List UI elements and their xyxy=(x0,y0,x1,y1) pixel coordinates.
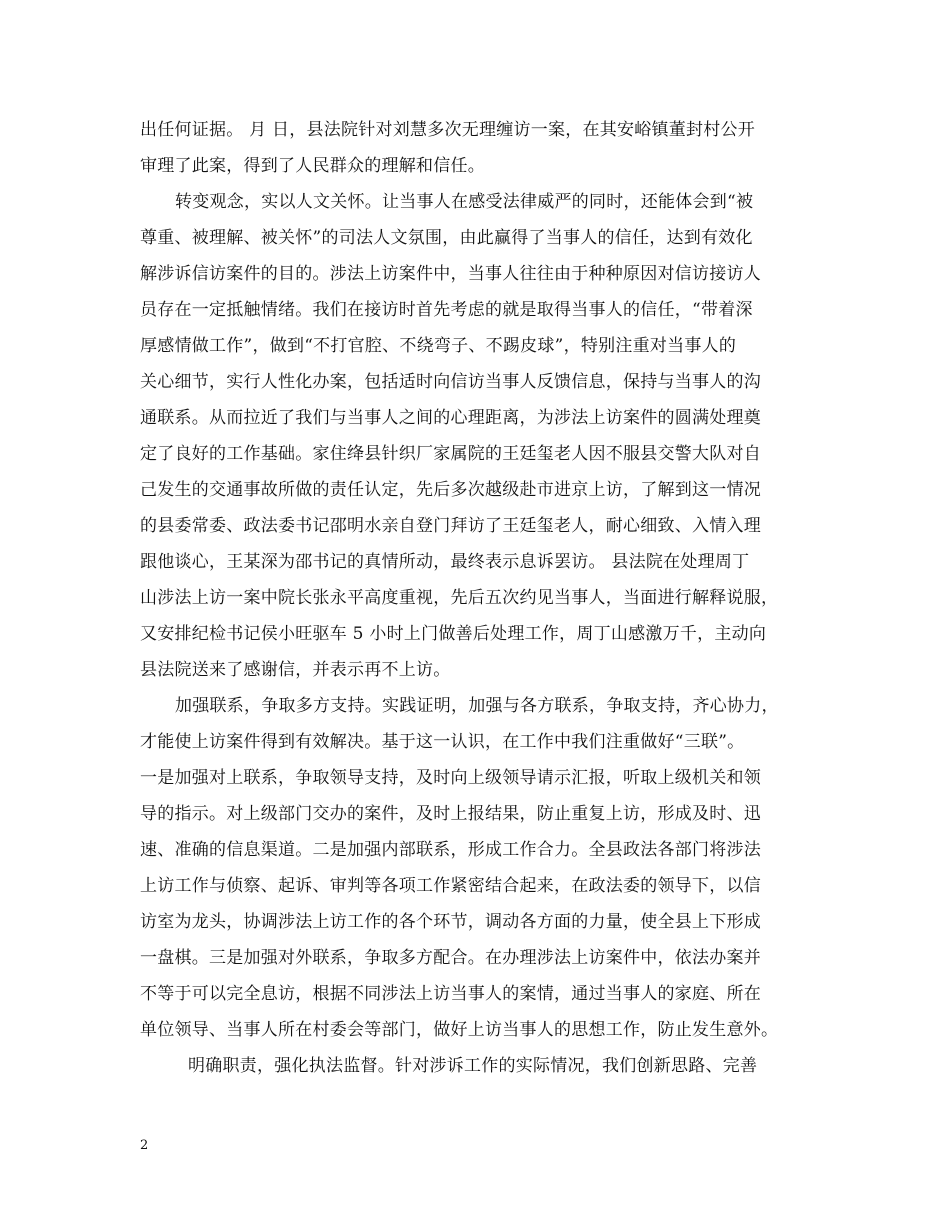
text-line: 的县委常委、政法委书记邵明水亲自登门拜访了王廷玺老人，耐心细致、入情入理 xyxy=(140,516,761,536)
paragraph-start-line: 明确职责，强化执法监督。针对涉诉工作的实际情况，我们创新思路、完善 xyxy=(188,1056,758,1076)
text-line: 己发生的交通事故所做的责任认定，先后多次越级赴市进京上访，了解到这一情况 xyxy=(140,480,761,500)
text-line: 解涉诉信访案件的目的。涉法上访案件中，当事人往往由于种种原因对信访接访人 xyxy=(140,264,761,284)
text-line: 尊重、被理解、被关怀”的司法人文氛围，由此赢得了当事人的信任，达到有效化 xyxy=(140,228,753,248)
text-line: 通联系。从而拉近了我们与当事人之间的心理距离，为涉法上访案件的圆满处理奠 xyxy=(140,408,761,428)
text-line: 导的指示。对上级部门交办的案件，及时上报结果，防止重复上访，形成及时、迅 xyxy=(140,804,761,824)
text-line: 县法院送来了感谢信，并表示再不上访。 xyxy=(140,660,451,680)
text-line: 才能使上访案件得到有效解决。基于这一认识，在工作中我们注重做好“三联”。 xyxy=(140,732,745,752)
paragraph-start-line: 加强联系，争取多方支持。实践证明，加强与各方联系，争取支持，齐心协力， xyxy=(175,696,779,716)
text-line: 跟他谈心，王某深为邵书记的真情所动，最终表示息诉罢访。 县法院在处理周丁 xyxy=(140,552,750,572)
text-line: 不等于可以完全息访，根据不同涉法上访当事人的案情，通过当事人的家庭、所在 xyxy=(140,984,761,1004)
paragraph-start-line: 转变观念，实以人文关怀。让当事人在感受法律威严的同时，还能体会到“被 xyxy=(175,192,754,212)
text-line: 厚感情做工作”，做到“不打官腔、不绕弯子、不踢皮球”，特别注重对当事人的 xyxy=(140,336,737,356)
text-line: 关心细节，实行人性化办案，包括适时向信访当事人反馈信息，保持与当事人的沟 xyxy=(140,372,761,392)
text-line: 又安排纪检书记侯小旺驱车 5 小时上门做善后处理工作，周丁山感激万千，主动向 xyxy=(140,624,767,644)
text-line: 山涉法上访一案中院长张永平高度重视，先后五次约见当事人，当面进行解释说服， xyxy=(140,588,779,608)
text-line: 速、准确的信息渠道。二是加强内部联系，形成工作合力。全县政法各部门将涉法 xyxy=(140,840,761,860)
text-line: 定了良好的工作基础。家住绛县针织厂家属院的王廷玺老人因不服县交警大队对自 xyxy=(140,444,761,464)
text-line: 单位领导、当事人所在村委会等部门，做好上访当事人的思想工作，防止发生意外。 xyxy=(140,1020,779,1040)
text-line: 一是加强对上联系，争取领导支持，及时向上级领导请示汇报，听取上级机关和领 xyxy=(140,768,761,788)
page-number: 2 xyxy=(140,1138,149,1153)
text-line: 访室为龙头，协调涉法上访工作的各个环节，调动各方面的力量，使全县上下形成 xyxy=(140,912,761,932)
text-line: 出任何证据。 月 日，县法院针对刘慧多次无理缠访一案，在其安峪镇董封村公开 xyxy=(140,120,756,140)
text-line: 员存在一定抵触情绪。我们在接访时首先考虑的就是取得当事人的信任，“带着深 xyxy=(140,300,753,320)
text-line: 一盘棋。三是加强对外联系，争取多方配合。在办理涉法上访案件中，依法办案并 xyxy=(140,948,761,968)
text-line: 上访工作与侦察、起诉、审判等各项工作紧密结合起来，在政法委的领导下，以信 xyxy=(140,876,761,896)
text-line: 审理了此案，得到了人民群众的理解和信任。 xyxy=(140,156,485,176)
